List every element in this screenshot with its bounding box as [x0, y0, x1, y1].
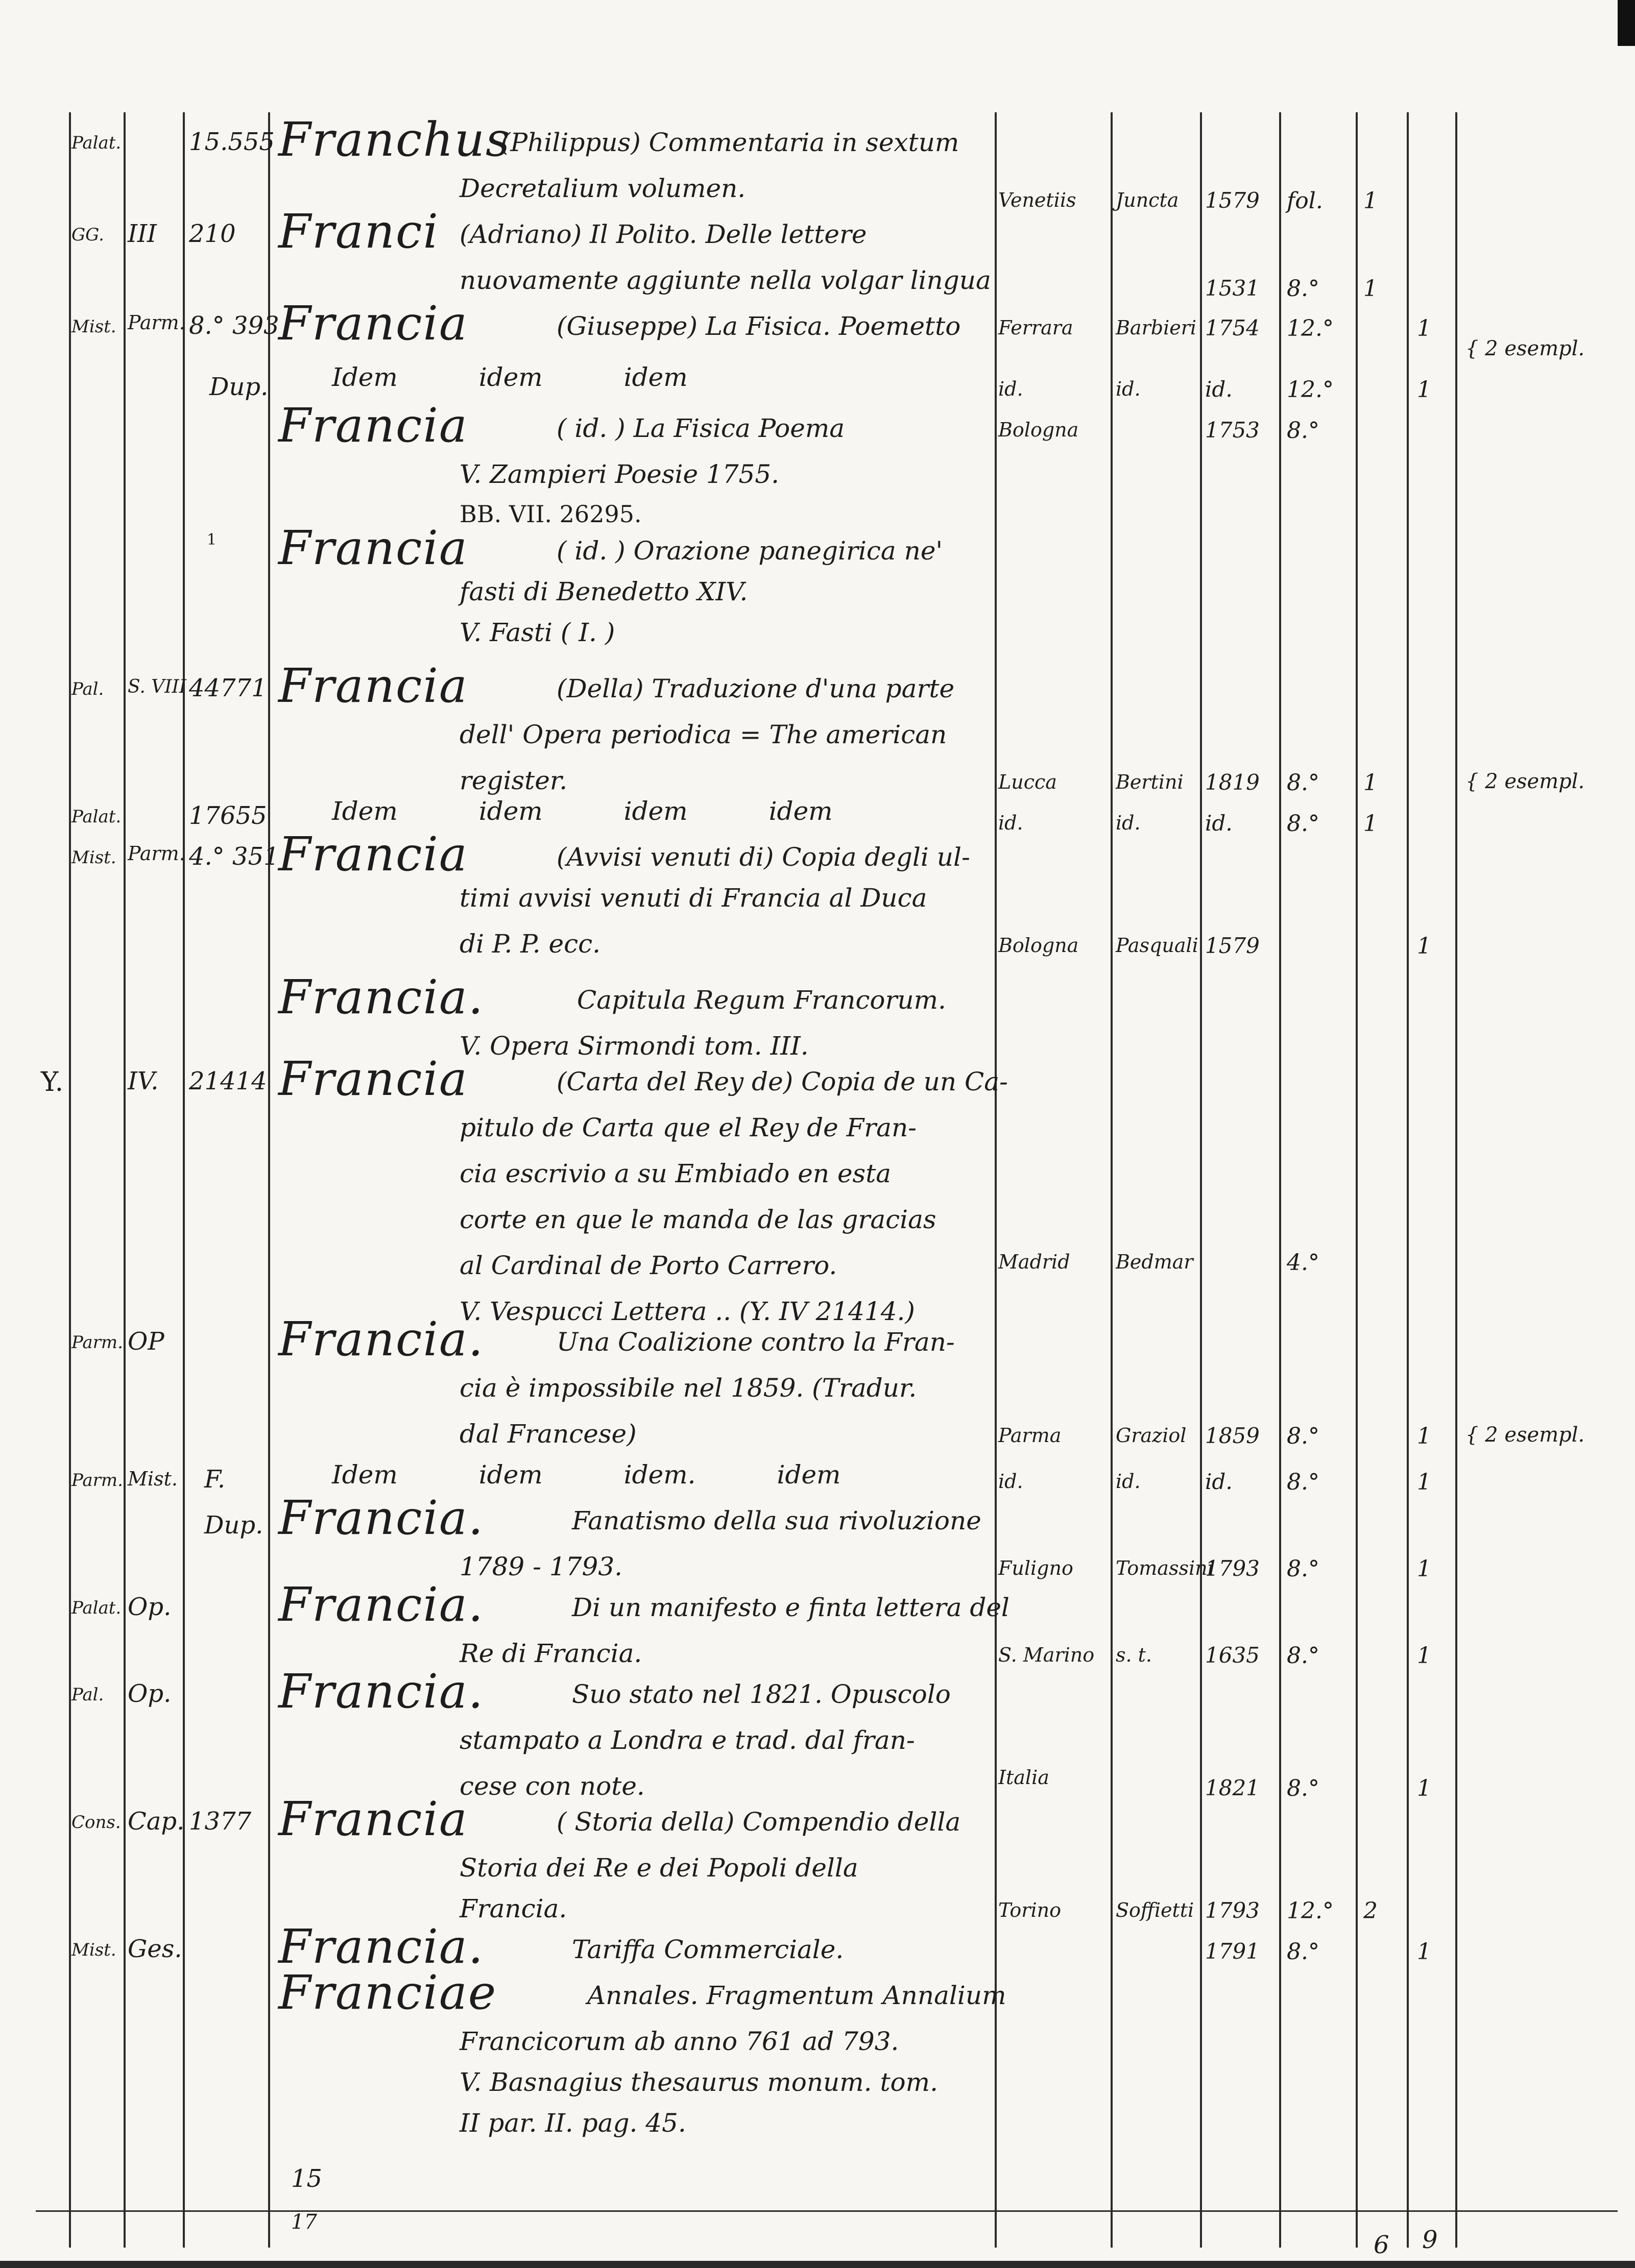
entry-title: Idem idem idem [332, 362, 688, 392]
entry-location: Pal. [71, 679, 104, 699]
entry-place: Lucca [998, 771, 1057, 793]
entry-heading: Francia. [278, 1491, 484, 1545]
entry-line: pitulo de Carta que el Rey de Fran- [460, 1113, 917, 1142]
entry-title: Capitula Regum Francorum. [577, 985, 946, 1015]
entry-printer: Bedmar [1116, 1251, 1193, 1273]
entry-line: II par. II. pag. 45. [460, 2108, 686, 2138]
entry-section: S. VIII [128, 676, 186, 697]
entry-section: Parm. [128, 311, 185, 334]
entry-line: 1789 - 1793. [460, 1552, 623, 1581]
entry-duplicate-count: 1 [1417, 377, 1431, 403]
entry-printer: id. [1116, 378, 1141, 400]
entry-place: Italia [998, 1766, 1049, 1789]
entry-printer: Barbieri [1116, 316, 1197, 339]
entry-location: Mist. [71, 316, 116, 337]
entry-place: Bologna [998, 419, 1079, 441]
entry-heading: Francia [278, 1792, 468, 1846]
entry-title: (Della) Traduzione d'una parte [557, 674, 955, 703]
entry-line: V. Basnagius thesaurus monum. tom. [460, 2067, 938, 2097]
entry-number: 17655 [189, 801, 267, 830]
entry-note: { 2 esempl. [1465, 337, 1585, 360]
entry-place: id. [998, 1470, 1023, 1493]
entry-format: 8.° [1287, 770, 1319, 796]
entry-printer: Juncta [1116, 189, 1179, 211]
duplicate-total: 9 [1422, 2226, 1438, 2254]
entry-format: 8.° [1287, 1643, 1319, 1669]
entry-heading: Francia. [278, 970, 484, 1025]
entry-note: { 2 esempl. [1465, 770, 1585, 793]
entry-duplicate-count: 1 [1417, 1469, 1431, 1495]
page-mark: 15 [291, 2164, 323, 2193]
entry-volume-count: 1 [1363, 770, 1378, 796]
entry-volume-count: 1 [1363, 276, 1378, 302]
entry-line: fasti di Benedetto XIV. [460, 577, 748, 606]
entry-title: (Adriano) Il Polito. Delle lettere [460, 220, 867, 249]
entry-format: 8.° [1287, 276, 1319, 302]
entry-format: 8.° [1287, 1556, 1319, 1582]
entry-year: 1793 [1205, 1898, 1260, 1923]
entry-heading: Francia [278, 827, 468, 882]
entry-title: Tariffa Commerciale. [572, 1935, 844, 1964]
entry-year: 1793 [1205, 1556, 1260, 1581]
entry-heading: Francia. [278, 1664, 484, 1719]
entry-title: Idem idem idem. idem [332, 1460, 841, 1490]
entry-heading: Franciae [278, 1965, 497, 2020]
entry-title: Suo stato nel 1821. Opuscolo [572, 1679, 951, 1709]
entry-heading: Francia [278, 296, 468, 351]
entry-line: cia è impossibile nel 1859. (Tradur. [460, 1373, 917, 1403]
entry-duplicate-count: 1 [1417, 1423, 1431, 1449]
entry-year: id. [1205, 377, 1233, 402]
entry-number: 210 [189, 220, 236, 248]
entry-title: (Carta del Rey de) Copia de un Ca- [557, 1067, 1008, 1096]
entry-location: Palat. [71, 807, 122, 827]
entry-line: dell' Opera periodica = The american [460, 720, 947, 749]
entry-line: di P. P. ecc. [460, 929, 600, 959]
entry-heading: Francia [278, 398, 468, 453]
entry-line: timi avvisi venuti di Francia al Duca [460, 883, 927, 913]
entry-title: ( id. ) Orazione panegirica ne' [557, 536, 943, 566]
entry-number: 4.° 351 [189, 842, 279, 871]
entry-year: 1635 [1205, 1643, 1260, 1668]
entry-year: 1791 [1205, 1939, 1260, 1964]
entry-heading: Francia. [278, 1919, 484, 1974]
entry-place: Torino [998, 1899, 1061, 1921]
entry-title: Fanatismo della sua rivoluzione [572, 1506, 981, 1535]
entry-line: corte en que le manda de las gracias [460, 1205, 936, 1234]
entry-section: IV. [128, 1067, 159, 1095]
entry-location: Palat. [71, 133, 122, 153]
entry-location: Y. [41, 1067, 64, 1098]
entry-year: 1821 [1205, 1775, 1260, 1800]
entry-title: ( id. ) La Fisica Poema [557, 413, 845, 443]
entry-year: 1753 [1205, 418, 1260, 443]
entry-line: V. Vespucci Lettera .. (Y. IV 21414.) [460, 1297, 915, 1326]
entry-heading: Francia [278, 521, 468, 575]
entry-title: Idem idem idem idem [332, 796, 833, 826]
entry-year: id. [1205, 1469, 1233, 1494]
entry-line: Decretalium volumen. [460, 174, 746, 203]
entry-place: Madrid [998, 1251, 1070, 1273]
entry-duplicate-count: 1 [1417, 315, 1431, 342]
entry-line: stampato a Londra e trad. dal fran- [460, 1725, 915, 1755]
entry-location: Parm. [71, 1470, 123, 1491]
entry-number: 1377 [189, 1807, 252, 1836]
entry-line: al Cardinal de Porto Carrero. [460, 1251, 837, 1280]
entry-location: Cons. [71, 1812, 121, 1833]
entry-number: 21414 [189, 1067, 267, 1095]
entry-section: Ges. [128, 1935, 182, 1963]
entry-title: Di un manifesto e finta lettera del [572, 1593, 1009, 1622]
entry-heading: Franci [278, 204, 439, 259]
entry-format: 8.° [1287, 418, 1319, 444]
entry-section: III [128, 220, 157, 248]
entry-place: Parma [998, 1424, 1062, 1447]
left-margin-tick: 1 [207, 531, 217, 549]
entry-year: 1819 [1205, 770, 1260, 795]
entry-format: 12.° [1287, 1898, 1334, 1924]
entry-line: cia escrivio a su Embiado en esta [460, 1159, 892, 1188]
entry-heading: Francia [278, 1052, 468, 1106]
entry-title: Una Coalizione contro la Fran- [557, 1327, 955, 1357]
entry-title: ( Storia della) Compendio della [557, 1807, 961, 1837]
entry-year: 1579 [1205, 188, 1260, 213]
entry-heading: Francia. [278, 1577, 484, 1632]
entry-line: V. Fasti ( I. ) [460, 618, 615, 647]
entry-duplicate-count: 1 [1417, 933, 1431, 959]
entry-title: Annales. Fragmentum Annalium [587, 1981, 1006, 2010]
entry-line: Re di Francia. [460, 1639, 642, 1668]
entry-number: F. [204, 1465, 226, 1494]
entry-section: Mist. [128, 1468, 178, 1490]
entry-printer: Soffietti [1116, 1899, 1194, 1921]
entry-location: Palat. [71, 1598, 122, 1618]
entry-heading: Francia [278, 659, 468, 713]
entry-printer: Bertini [1116, 771, 1184, 793]
entry-format: 4.° [1287, 1250, 1319, 1276]
entry-printer: id. [1116, 812, 1141, 834]
entry-title: (Avvisi venuti di) Copia degli ul- [557, 842, 970, 872]
entry-format: fol. [1287, 188, 1323, 214]
entry-format: 8.° [1287, 1775, 1319, 1801]
entry-line: Francicorum ab anno 761 ad 793. [460, 2027, 899, 2056]
entry-number: 8.° 393 [189, 311, 279, 340]
entry-year: 1859 [1205, 1423, 1260, 1448]
page-mark: 17 [291, 2210, 317, 2234]
entry-title: (Philippus) Commentaria in sextum [500, 128, 959, 157]
entry-printer: s. t. [1116, 1644, 1152, 1666]
entry-place: Bologna [998, 934, 1079, 957]
volume-total: 6 [1374, 2231, 1389, 2259]
entry-place: Venetiis [998, 189, 1076, 211]
entry-format: 8.° [1287, 1939, 1319, 1965]
entry-line: BB. VII. 26295. [460, 500, 642, 528]
entry-line: Francia. [460, 1894, 567, 1923]
entry-location: GG. [71, 225, 104, 245]
entry-line: nuovamente aggiunte nella volgar lingua [460, 265, 991, 295]
entry-location: Parm. [71, 1332, 123, 1353]
entry-place: S. Marino [998, 1644, 1095, 1666]
entry-location: Mist. [71, 847, 116, 868]
entry-heading: Franchus [278, 112, 511, 167]
entry-volume-count: 1 [1363, 811, 1378, 837]
entry-heading: Francia. [278, 1312, 484, 1367]
entry-duplicate-count: 1 [1417, 1556, 1431, 1582]
entry-printer: Pasquali [1116, 934, 1198, 957]
entry-place: Fuligno [998, 1557, 1073, 1579]
entry-volume-count: 1 [1363, 188, 1378, 214]
entry-format: 12.° [1287, 315, 1334, 342]
entry-line: dal Francese) [460, 1419, 637, 1449]
entry-line: V. Opera Sirmondi tom. III. [460, 1031, 809, 1061]
entry-volume-count: 2 [1363, 1898, 1378, 1924]
entry-duplicate-count: 1 [1417, 1643, 1431, 1669]
entry-line: cese con note. [460, 1771, 645, 1801]
entry-section: Op. [128, 1593, 172, 1621]
entry-number: 15.555 [189, 128, 275, 156]
entry-section: OP [128, 1327, 164, 1356]
entry-title: (Giuseppe) La Fisica. Poemetto [557, 311, 961, 341]
entry-printer: id. [1116, 1470, 1141, 1493]
entry-line: register. [460, 766, 568, 795]
entry-number: 44771 [189, 674, 267, 702]
entry-year: 1754 [1205, 315, 1260, 340]
entry-location: Mist. [71, 1940, 116, 1960]
entry-format: 12.° [1287, 377, 1334, 403]
entry-year: id. [1205, 811, 1233, 836]
entry-duplicate-count: 1 [1417, 1939, 1431, 1965]
entry-section: Parm. [128, 842, 185, 865]
entry-location: Pal. [71, 1685, 104, 1705]
entry-line: V. Zampieri Poesie 1755. [460, 459, 780, 489]
entry-year: 1579 [1205, 933, 1260, 958]
entry-place: Ferrara [998, 316, 1073, 339]
entry-format: 8.° [1287, 1423, 1319, 1449]
entry-format: 8.° [1287, 811, 1319, 837]
entry-printer: Tomassini [1116, 1557, 1214, 1579]
entry-format: 8.° [1287, 1469, 1319, 1495]
entry-note: { 2 esempl. [1465, 1423, 1585, 1447]
entry-section: Cap. [128, 1807, 185, 1836]
entry-number: Dup. [209, 373, 269, 401]
entry-year: 1531 [1205, 276, 1260, 301]
entry-printer: Graziol [1116, 1424, 1187, 1447]
entry-number: Dup. [204, 1511, 263, 1540]
entry-place: id. [998, 378, 1023, 400]
entry-duplicate-count: 1 [1417, 1775, 1431, 1801]
entry-section: Op. [128, 1679, 172, 1708]
entry-place: id. [998, 812, 1023, 834]
entry-line: Storia dei Re e dei Popoli della [460, 1853, 858, 1883]
